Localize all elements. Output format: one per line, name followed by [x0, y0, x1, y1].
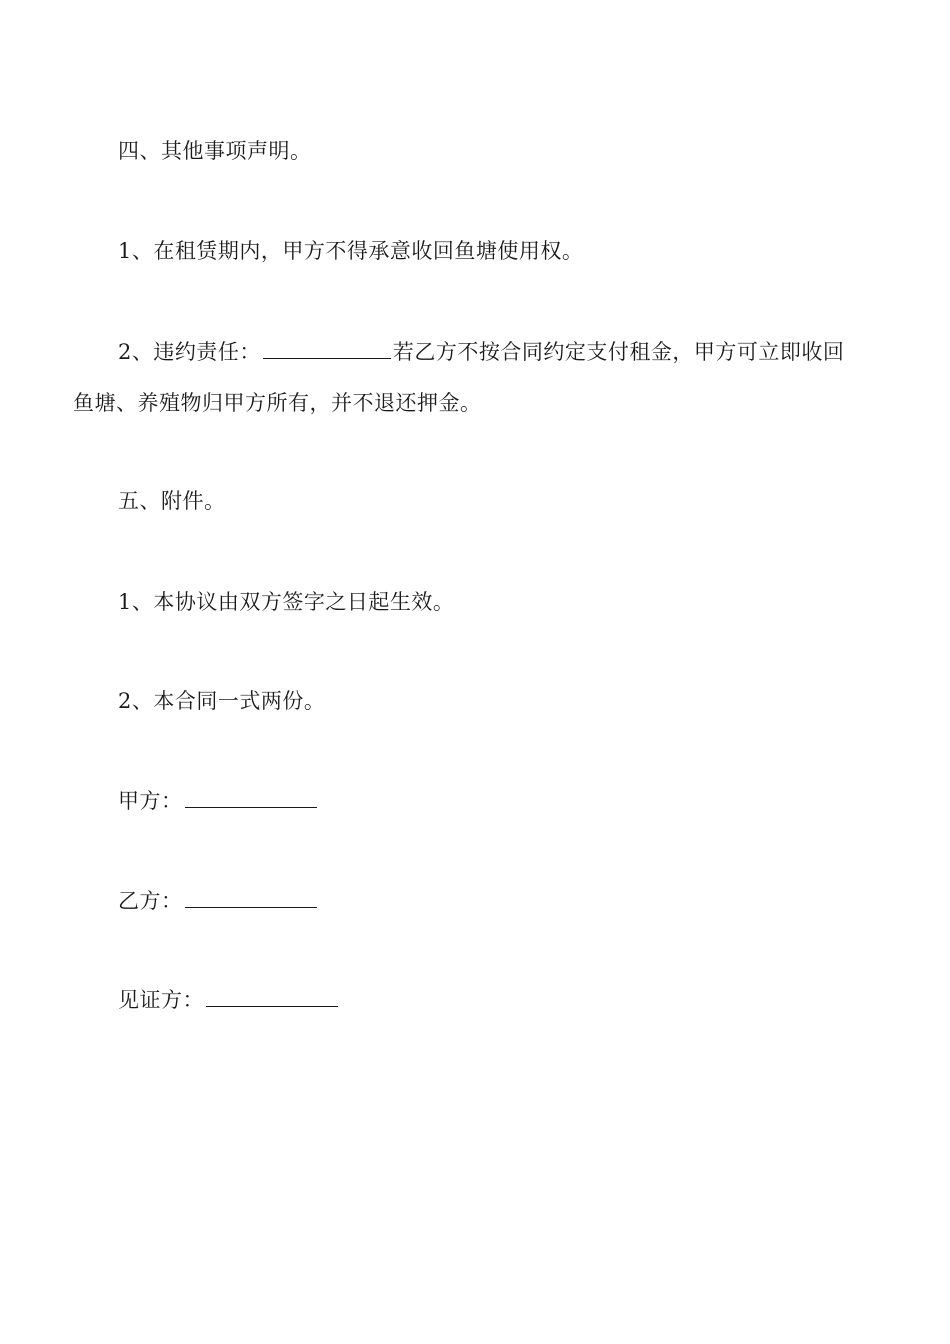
- party-b-signature-blank: [185, 887, 317, 908]
- section-5-item-2: 2、本合同一式两份。: [118, 689, 326, 713]
- witness-signature-blank: [206, 986, 338, 1007]
- party-a-label: 甲方：: [118, 789, 183, 813]
- witness-signature-line: [118, 985, 338, 1015]
- section-4-item-1: 1、在租赁期内，甲方不得承意收回鱼塘使用权。: [118, 239, 584, 263]
- party-a-signature-line: [118, 786, 317, 816]
- section-4-item-2-prefix: 2、违约责任：: [118, 340, 261, 364]
- party-b-signature-line: [118, 886, 317, 916]
- section-4-item-2: [118, 337, 844, 367]
- breach-terms-blank: [263, 338, 391, 359]
- section-5-heading: 五、附件。: [118, 489, 226, 513]
- witness-label: 见证方：: [118, 988, 204, 1012]
- section-4-item-2-suffix: 若乙方不按合同约定支付租金，甲方可立即收回: [392, 340, 845, 364]
- party-b-label: 乙方：: [118, 889, 183, 913]
- section-4-heading: 四、其他事项声明。: [118, 139, 312, 163]
- party-a-signature-blank: [185, 787, 317, 808]
- section-5-item-1: 1、本协议由双方签字之日起生效。: [118, 590, 455, 614]
- section-4-item-2-continued: 鱼塘、养殖物归甲方所有，并不退还押金。: [73, 391, 482, 415]
